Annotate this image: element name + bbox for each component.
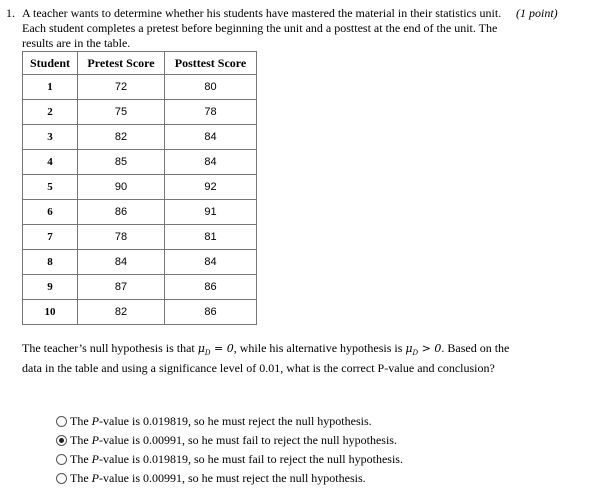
student-cell: 10 — [23, 300, 78, 325]
pretest-cell: 82 — [78, 300, 165, 325]
table-row — [23, 175, 257, 200]
answer-option-3[interactable] — [56, 450, 403, 469]
header-posttest: Posttest Score — [165, 52, 257, 75]
student-cell: 9 — [23, 275, 78, 300]
answer-options — [56, 412, 403, 488]
pretest-cell: 82 — [78, 125, 165, 150]
student-cell: 2 — [23, 100, 78, 125]
student-cell: 1 — [23, 75, 78, 100]
answer-option-4[interactable] — [56, 469, 403, 488]
option-label-3[interactable]: The P-value is 0.019819, so he must fail to reject the null hypothesis. — [70, 452, 403, 466]
student-cell: 6 — [23, 200, 78, 225]
hypothesis-part1: The teacher’s null hypothesis is that — [22, 341, 198, 355]
student-cell: 7 — [23, 225, 78, 250]
pretest-cell: 87 — [78, 275, 165, 300]
pretest-cell: 85 — [78, 150, 165, 175]
question-header — [6, 6, 566, 51]
question-block — [6, 6, 566, 51]
student-cell: 5 — [23, 175, 78, 200]
answer-option-1[interactable] — [56, 412, 403, 431]
null-hypothesis-formula: $\mu_D = 0$ — [197, 342, 234, 358]
pretest-cell: 90 — [78, 175, 165, 200]
pretest-cell: 75 — [78, 100, 165, 125]
scores-table — [22, 51, 257, 325]
header-student: Student — [23, 52, 78, 75]
pretest-cell: 72 — [78, 75, 165, 100]
table-row — [23, 125, 257, 150]
posttest-cell: 84 — [165, 250, 257, 275]
posttest-cell: 84 — [165, 125, 257, 150]
option-label-2[interactable]: The P-value is 0.00991, so he must fail to reject the null hypothesis. — [70, 433, 397, 447]
option-label-1[interactable]: The P-value is 0.019819, so he must reject the null hypothesis. — [70, 414, 372, 428]
answer-option-2[interactable] — [56, 431, 403, 450]
alt-hypothesis-formula: $\mu_D > 0$ — [405, 342, 442, 358]
pretest-cell: 86 — [78, 200, 165, 225]
pretest-cell: 78 — [78, 225, 165, 250]
student-cell: 3 — [23, 125, 78, 150]
header-pretest: Pretest Score — [78, 52, 165, 75]
posttest-cell: 86 — [165, 275, 257, 300]
radio-button-2[interactable] — [56, 435, 67, 446]
posttest-cell: 80 — [165, 75, 257, 100]
table-row — [23, 250, 257, 275]
posttest-cell: 92 — [165, 175, 257, 200]
hypothesis-text — [22, 341, 522, 376]
student-cell: 8 — [23, 250, 78, 275]
table-header-row — [23, 52, 257, 75]
question-number: 1. — [6, 6, 15, 20]
table-row — [23, 275, 257, 300]
radio-button-1[interactable] — [56, 416, 67, 427]
posttest-cell: 81 — [165, 225, 257, 250]
option-label-4[interactable]: The P-value is 0.00991, so he must reject the null hypothesis. — [70, 471, 366, 485]
table-row — [23, 300, 257, 325]
hypothesis-part2: , while his alternative hypothesis is — [233, 341, 406, 355]
table-row — [23, 200, 257, 225]
table-row — [23, 225, 257, 250]
posttest-cell: 91 — [165, 200, 257, 225]
table-row — [23, 150, 257, 175]
hypothesis-part3: . Based on the data in the table and using a significance level of 0.01, what is the correct P-value and conclusion? — [22, 341, 510, 376]
question-points: (1 point) — [516, 6, 558, 20]
table-row — [23, 100, 257, 125]
posttest-cell: 78 — [165, 100, 257, 125]
question-text: A teacher wants to determine whether his students have mastered the material in their statistics unit. Each student completes a pretest before beginning the unit and a posttest at the end of the unit. The results are in the table. — [22, 6, 502, 50]
student-cell: 4 — [23, 150, 78, 175]
pretest-cell: 84 — [78, 250, 165, 275]
posttest-cell: 84 — [165, 150, 257, 175]
table-row — [23, 75, 257, 100]
radio-button-4[interactable] — [56, 473, 67, 484]
radio-button-3[interactable] — [56, 454, 67, 465]
posttest-cell: 86 — [165, 300, 257, 325]
